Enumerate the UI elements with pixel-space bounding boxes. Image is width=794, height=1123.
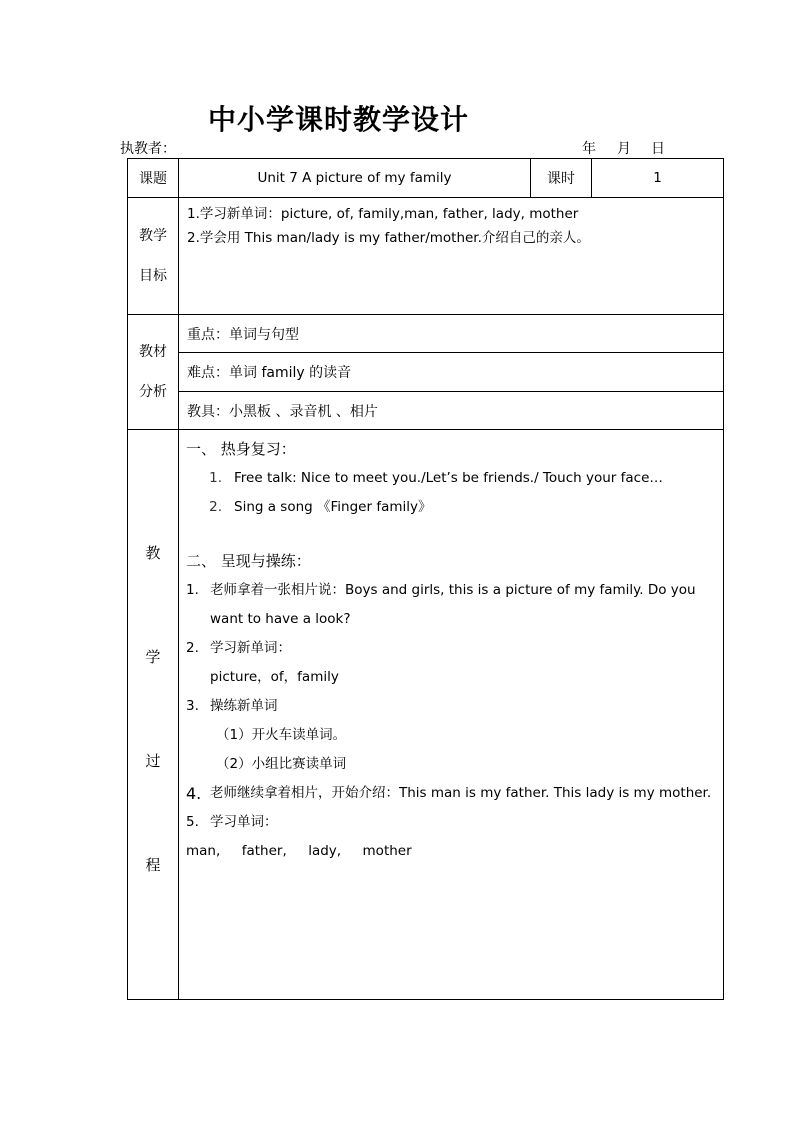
step-3-sub-1: （1）开火车读单词。	[216, 727, 347, 743]
process-label-char-2: 学	[145, 648, 161, 666]
step-2	[186, 634, 717, 663]
step-3	[186, 692, 717, 721]
analysis-label-line2: 分析	[139, 384, 167, 400]
objectives-row	[128, 198, 724, 315]
step-1-text: 老师拿着一张相片说：Boys and girls, this is a picture of my family. Do you want to have a look?	[210, 582, 696, 627]
warmup-item-2	[186, 493, 717, 522]
step-3-text: 操练新单词	[210, 698, 278, 714]
step-5-text: 学习单词：	[210, 814, 278, 830]
step-2-text: 学习新单词：	[210, 640, 291, 656]
date-day-label: 日	[651, 141, 665, 157]
lesson-plan-table	[127, 158, 724, 1000]
step-3-number: 3.	[186, 698, 199, 714]
key-point: 重点：单词与句型	[179, 315, 724, 353]
step-1	[186, 576, 717, 634]
process-row	[128, 430, 724, 1000]
objective-line-2: 2.学会用 This man/lady is my father/mother.介绍自己的亲人。	[187, 230, 590, 246]
process-label-char-4: 程	[145, 856, 161, 874]
process-content	[179, 430, 724, 1000]
step-4	[186, 779, 717, 808]
date-month-label: 月	[617, 141, 631, 157]
tools-row	[128, 392, 724, 430]
step-4-number: 4.	[186, 784, 202, 803]
period-value: 1	[592, 159, 724, 198]
warmup-item-1	[186, 464, 717, 493]
warmup-item-1-text: Free talk: Nice to meet you./Let’s be friends./ Touch your face…	[234, 470, 663, 486]
step-5-number: 5.	[186, 814, 199, 830]
step-2-words: picture，of，family	[210, 669, 339, 685]
analysis-label-line1: 教材	[139, 344, 167, 360]
teacher-label: 执教者：	[120, 141, 176, 157]
step-5-words: man, father, lady, mother	[186, 843, 412, 859]
warmup-item-2-text: Sing a song 《Finger family》	[234, 499, 432, 515]
step-4-text: 老师继续拿着相片，开始介绍：This man is my father. This lady is my mother.	[210, 785, 712, 801]
warmup-item-1-number: 1.	[209, 470, 222, 486]
step-5	[186, 808, 717, 837]
analysis-label	[128, 315, 179, 430]
difficulty-point: 难点：单词 family 的读音	[179, 353, 724, 392]
step-2-number: 2.	[186, 640, 199, 656]
section-presentation-title: 二、 呈现与操练：	[186, 552, 311, 570]
date-year-label: 年	[582, 141, 596, 157]
page-title: 中小学课时教学设计	[208, 103, 470, 136]
process-label	[128, 430, 179, 1000]
teaching-tools: 教具：小黑板 、录音机 、相片	[179, 392, 724, 430]
section-warmup-title: 一、 热身复习：	[186, 440, 296, 458]
objectives-label	[128, 198, 179, 315]
process-label-char-3: 过	[145, 752, 161, 770]
difficulty-row	[128, 353, 724, 392]
key-point-row	[128, 315, 724, 353]
topic-row	[128, 159, 724, 198]
step-3-sub-2: （2）小组比赛读单词	[216, 756, 347, 772]
objectives-label-line1: 教学	[139, 228, 167, 244]
period-label: 课时	[531, 159, 592, 198]
step-1-number: 1.	[186, 582, 199, 598]
objective-line-1: 1.学习新单词：picture, of, family,man, father, lady, mother	[187, 206, 579, 222]
objectives-content	[179, 198, 724, 315]
objectives-label-line2: 目标	[139, 268, 167, 284]
topic-value: Unit 7 A picture of my family	[179, 159, 531, 198]
warmup-item-2-number: 2.	[209, 499, 222, 515]
process-label-char-1: 教	[145, 544, 161, 562]
topic-label: 课题	[128, 159, 179, 198]
